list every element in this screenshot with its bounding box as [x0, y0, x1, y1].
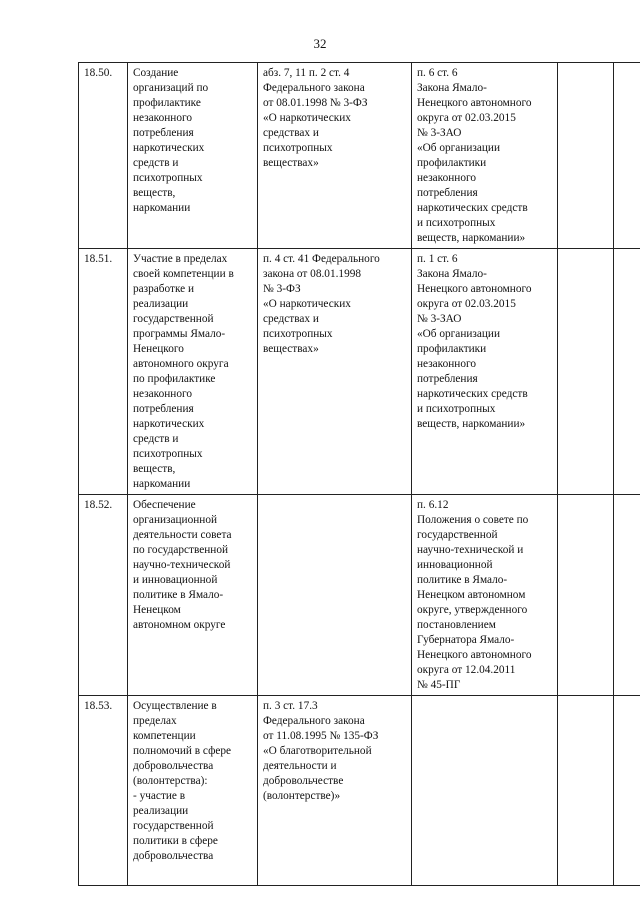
empty-cell: [614, 63, 640, 249]
powers-table: [78, 62, 640, 886]
power-name-cell: Создание организаций по профилактике незаконного потребления наркотических средств и психотропных веществ, наркомании: [128, 63, 258, 249]
table-row: [79, 63, 640, 249]
power-name-cell: Участие в пределах своей компетенции в разработке и реализации государственной программы Ямало- Ненецкого автономного округа по профилактике незаконного потребления наркотических средств и психотропных веществ, наркомании: [128, 249, 258, 495]
regional-basis-cell: п. 1 ст. 6 Закона Ямало- Ненецкого автономного округа от 02.03.2015 № 3-ЗАО «Об организации профилактики незаконного потребления наркотических средств и психотропных веществ, наркомании»: [412, 249, 558, 495]
row-number-cell: 18.52.: [79, 495, 128, 696]
federal-basis-cell: [258, 495, 412, 696]
empty-cell: [614, 495, 640, 696]
empty-cell: [558, 696, 614, 886]
table-row: [79, 495, 640, 696]
table-row: [79, 249, 640, 495]
federal-basis-cell: п. 4 ст. 41 Федерального закона от 08.01.1998 № 3-ФЗ «О наркотических средствах и психотропных веществах»: [258, 249, 412, 495]
regional-basis-cell: п. 6 ст. 6 Закона Ямало- Ненецкого автономного округа от 02.03.2015 № 3-ЗАО «Об организации профилактики незаконного потребления наркотических средств и психотропных веществ, наркомании»: [412, 63, 558, 249]
empty-cell: [558, 495, 614, 696]
regional-basis-cell: п. 6.12 Положения о совете по государственной научно-технической и инновационной политике в Ямало- Ненецком автономном округе, утвержденного постановлением Губернатора Ямало- Ненецкого автономного округа от 12.04.2011 № 45-ПГ: [412, 495, 558, 696]
regional-basis-cell: [412, 696, 558, 886]
row-number-cell: 18.50.: [79, 63, 128, 249]
power-name-cell: Осуществление в пределах компетенции полномочий в сфере добровольчества (волонтерства): - участие в реализации государственной политики в сфере добровольчества: [128, 696, 258, 886]
table-row: [79, 696, 640, 886]
empty-cell: [558, 63, 614, 249]
empty-cell: [614, 696, 640, 886]
empty-cell: [558, 249, 614, 495]
page-number: 32: [313, 36, 327, 51]
row-number-cell: 18.51.: [79, 249, 128, 495]
federal-basis-cell: абз. 7, 11 п. 2 ст. 4 Федерального закона от 08.01.1998 № 3-ФЗ «О наркотических средствах и психотропных веществах»: [258, 63, 412, 249]
empty-cell: [614, 249, 640, 495]
row-number-cell: 18.53.: [79, 696, 128, 886]
power-name-cell: Обеспечение организационной деятельности совета по государственной научно-технической и инновационной политике в Ямало- Ненецком автономном округе: [128, 495, 258, 696]
federal-basis-cell: п. 3 ст. 17.3 Федерального закона от 11.08.1995 № 135-ФЗ «О благотворительной деятельности и добровольчестве (волонтерстве)»: [258, 696, 412, 886]
